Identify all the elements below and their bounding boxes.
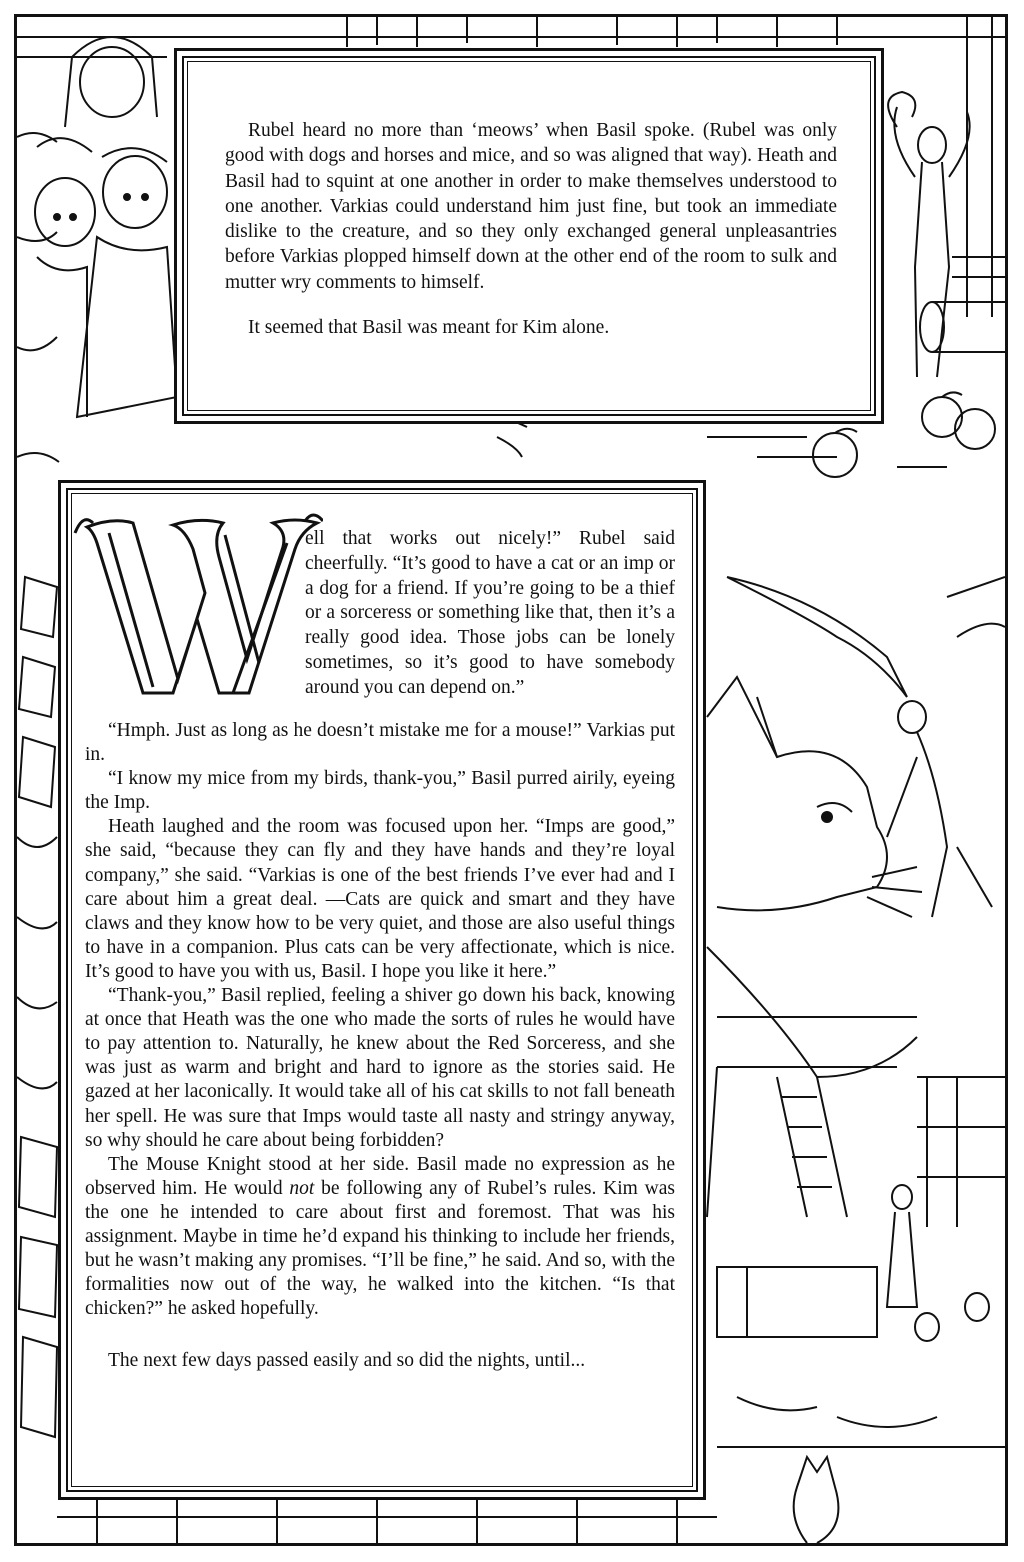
drop-cap-letter: W [303,699,304,700]
caption-paragraph-1: Rubel heard no more than ‘meows’ when Basil spoke. (Rubel was only good with dogs and horses and mice, and so was aligned that way). Heath and Basil had to squint at one another in order to make themselves understood to one another. Varkias could understand him just fine, but took an immediate dislike to the creature, and so they only exchanged general unpleasantries before Varkias plopped himself down at the other end of the room to sulk and mutter wry comments to himself. [225,120,837,293]
imp-figure-standing [894,107,969,377]
caption-box-top [174,48,884,424]
left-stone-wall [17,133,59,1437]
story-paragraph-5: “Thank-you,” Basil replied, feeling a shiver go down his back, knowing at once that Heath was the one who made the sorts of rules he would have to pay attention to. Naturally, he knew about the Red Sorceress, and she was just as warm and bright and hard to ignore as the stories said. He gazed at her laconically. It would take all of his cat skills to not fall beneath her spell. He was sure that Imps would taste all nasty and stringy anyway, so why should he care about being forbidden? [85,985,675,1151]
bottom-room-scene [707,1017,1005,1543]
story-paragraph-6-end: be following any of Rubel’s rules. Kim was the one he intended to care about first and foremost. That was his assignment. Maybe in time he’d expand his thinking to include her friends, but he wasn’t making any promises. “I’ll be fine,” he said. And so, with the formalities now out of the way, he walked into the kitchen. “Is that chicken?” he asked hopefully. [85,1177,675,1320]
lead-text [305,527,675,701]
story-text [85,719,675,1373]
story-box [58,480,706,1500]
stone-pillar [888,17,1005,317]
flying-imp [727,577,1005,917]
children-figures [35,37,177,417]
caption-paragraph-2: It seemed that Basil was meant for Kim alone. [248,317,610,339]
story-paragraph-6-start: The Mouse Knight stood at her side. Basil made no expression as he observed him. He would [85,1153,675,1199]
story-paragraph-4: Heath laughed and the room was focused upon her. “Imps are good,” she said, “because they can fly and they have hands and they’re loyal company,” she said. “Varkias is one of the best friends I’ve ever had and I care about him a great deal. —Cats are quick and smart and they have claws and they know how to be very quiet, and those are also useful things to have in a companion. Plus cats can be very affectionate, which is nice. It’s good to have you with us, Basil. I hope you like it here.” [85,816,675,982]
story-paragraph-3: “I know my mice from my birds, thank-you,” Basil purred airily, eyeing the Imp. [85,768,675,814]
story-closing-line: The next few days passed easily and so did the nights, until... [108,1350,586,1372]
story-paragraph-6-emphasis: not [289,1177,315,1199]
drop-cap-w [73,503,323,703]
story-paragraph-2: “Hmph. Just as long as he doesn’t mistake me for a mouse!” Varkias put in. [85,720,675,766]
caption-text [225,118,837,340]
story-paragraph-6 [85,1153,675,1322]
lead-paragraph: ell that works out nicely!” Rubel said cheerfully. “It’s good to have a cat or an imp or a dog for a friend. If you’re going to be a thief or a sorceress or something like that, then it’s a really good idea. Those jobs can be lonely sometimes, so it’s good to have somebody around you can depend on.” [305,528,675,698]
bottom-beams [57,1497,717,1543]
